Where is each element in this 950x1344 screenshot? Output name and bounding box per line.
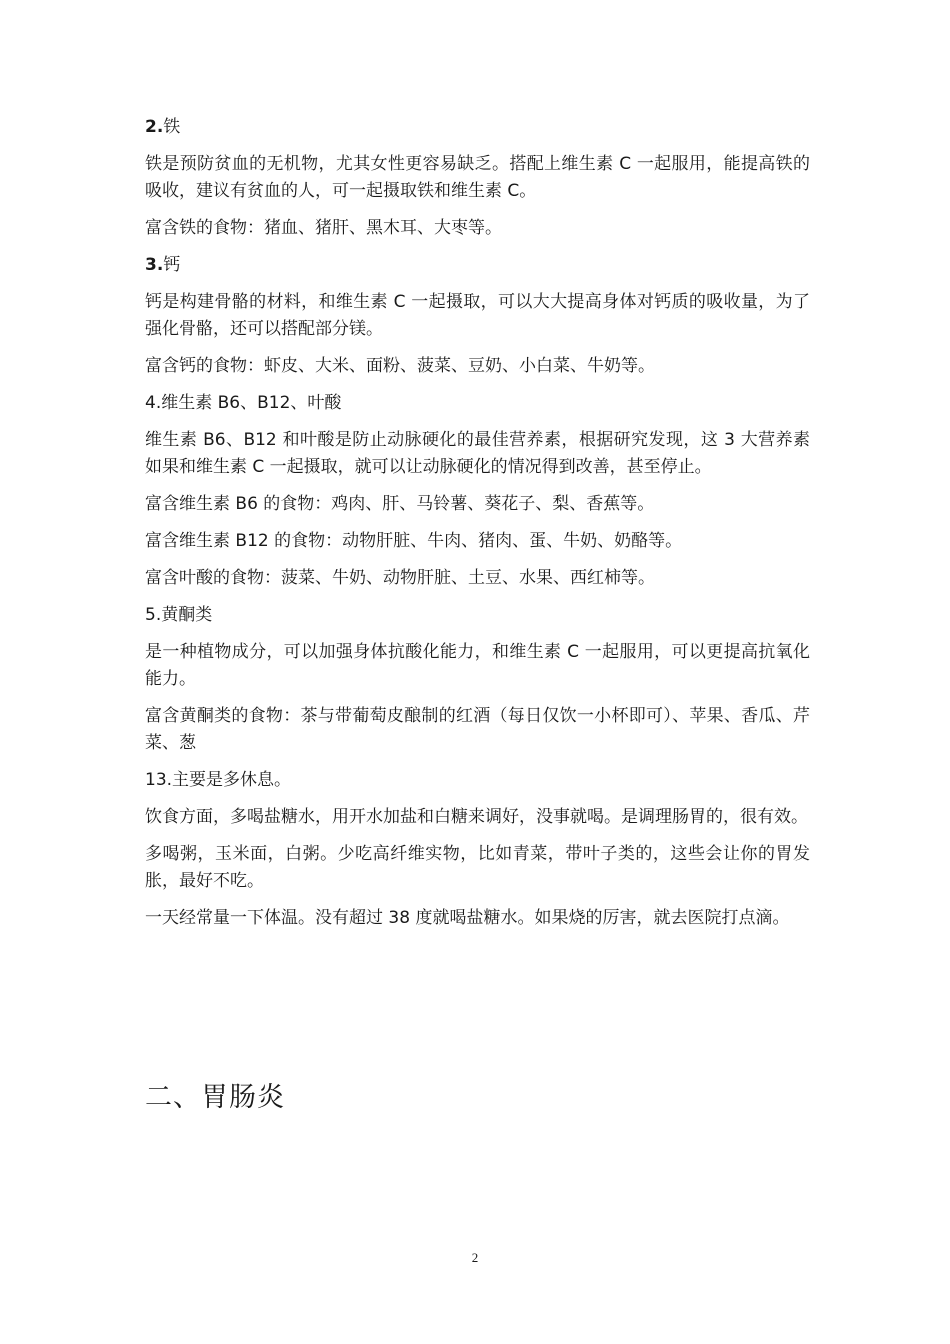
heading-number: 3. xyxy=(145,255,164,275)
paragraph: 一天经常量一下体温。没有超过 38 度就喝盐糖水。如果烧的厉害，就去医院打点滴。 xyxy=(145,908,790,928)
paragraph: 铁是预防贫血的无机物，尤其女性更容易缺乏。搭配上维生素 C 一起服用，能提高铁的吸收，建议有贫血的人，可一起摄取铁和维生素 C。 xyxy=(145,154,810,201)
heading-text: 主要是多休息。 xyxy=(172,770,292,790)
paragraph: 多喝粥，玉米面，白粥。少吃高纤维实物，比如青菜，带叶子类的，这些会让你的胃发胀，最好不吃。 xyxy=(145,844,810,891)
page-number: 2 xyxy=(471,1250,479,1265)
document-body xyxy=(145,114,810,942)
heading-text: 黄酮类 xyxy=(161,605,213,625)
heading-number: 5. xyxy=(145,605,162,625)
heading-number: 2. xyxy=(145,117,164,137)
paragraph: 富含钙的食物：虾皮、大米、面粉、菠菜、豆奶、小白菜、牛奶等。 xyxy=(145,356,655,376)
paragraph: 维生素 B6、B12 和叶酸是防止动脉硬化的最佳营养素，根据研究发现，这 3 大营养素如果和维生素 C 一起摄取，就可以让动脉硬化的情况得到改善，甚至停止。 xyxy=(145,430,810,477)
section-heading-rest xyxy=(145,767,810,794)
heading-text: 维生素 B6、B12、叶酸 xyxy=(161,393,342,413)
heading-text: 铁 xyxy=(163,117,181,137)
paragraph: 富含维生素 B12 的食物：动物肝脏、牛肉、猪肉、蛋、牛奶、奶酪等。 xyxy=(145,531,683,551)
paragraph: 富含黄酮类的食物：茶与带葡萄皮酿制的红酒（每日仅饮一小杯即可）、苹果、香瓜、芹菜、葱 xyxy=(145,706,810,753)
section-heading-iron xyxy=(145,114,810,141)
section-heading-flavonoids xyxy=(145,602,810,629)
section-heading-calcium xyxy=(145,252,810,279)
paragraph: 富含维生素 B6 的食物：鸡肉、肝、马铃薯、葵花子、梨、香蕉等。 xyxy=(145,494,655,514)
paragraph: 饮食方面，多喝盐糖水，用开水加盐和白糖来调好，没事就喝。是调理肠胃的，很有效。 xyxy=(145,807,808,827)
paragraph: 是一种植物成分，可以加强身体抗酸化能力，和维生素 C 一起服用，可以更提高抗氧化能力。 xyxy=(145,642,810,689)
heading-text: 钙 xyxy=(163,255,181,275)
section-heading-vitamin-b xyxy=(145,390,810,417)
heading-number: 13. xyxy=(145,770,173,790)
heading-number: 4. xyxy=(145,393,162,413)
paragraph: 富含铁的食物：猪血、猪肝、黑木耳、大枣等。 xyxy=(145,218,502,238)
paragraph: 富含叶酸的食物：菠菜、牛奶、动物肝脏、土豆、水果、西红柿等。 xyxy=(145,568,655,588)
chapter-title: 二、胃肠炎 xyxy=(145,1082,285,1113)
paragraph: 钙是构建骨骼的材料，和维生素 C 一起摄取，可以大大提高身体对钙质的吸收量，为了强化骨骼，还可以搭配部分镁。 xyxy=(145,292,810,339)
